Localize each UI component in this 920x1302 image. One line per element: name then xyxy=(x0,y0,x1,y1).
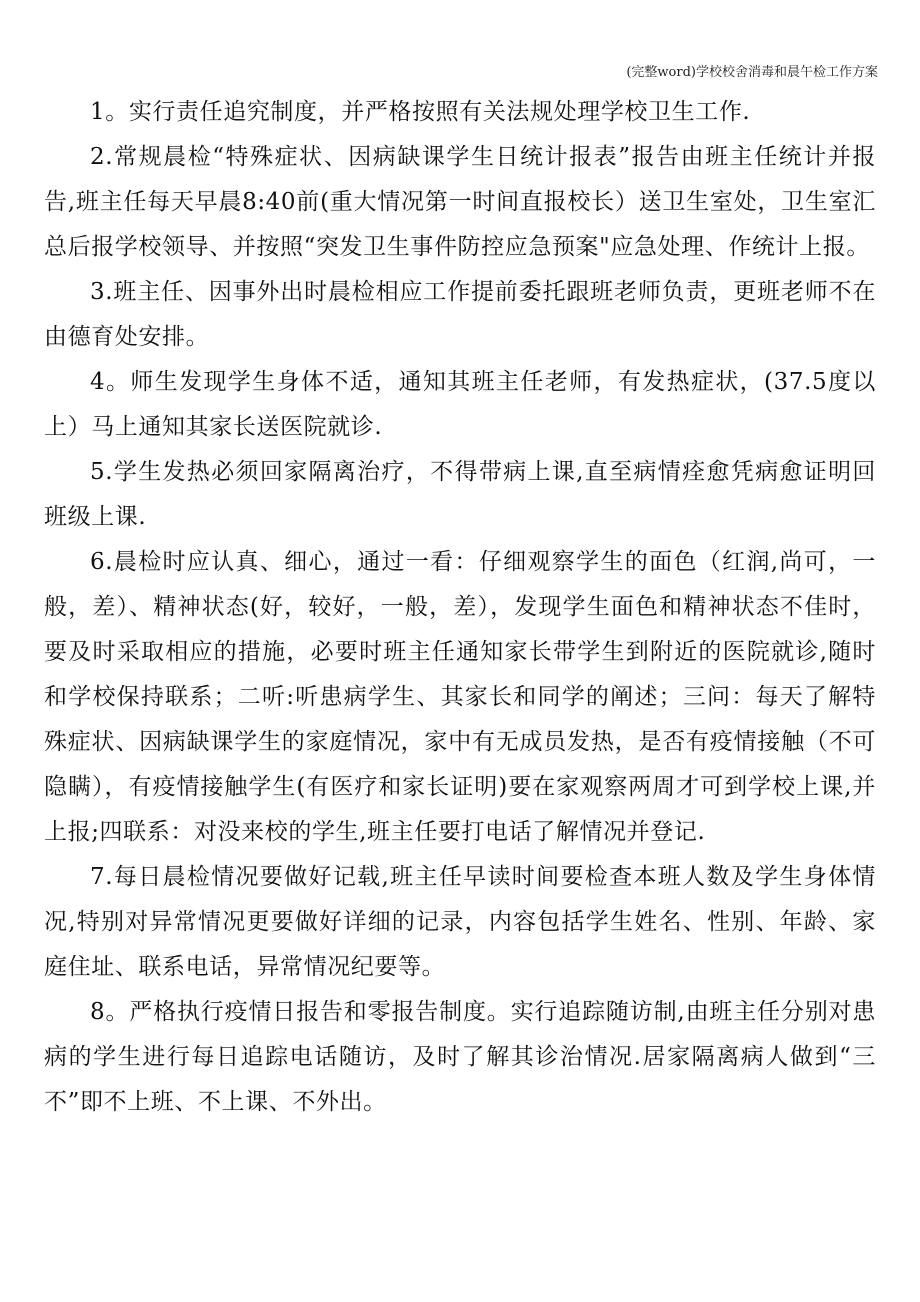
page-header: (完整word)学校校舍消毒和晨午检工作方案 xyxy=(626,65,878,80)
paragraph-6: 6.晨检时应认真、细心，通过一看：仔细观察学生的面色（红润,尚可，一般，差）、精神状态(好，较好，一般，差），发现学生面色和精神状态不佳时，要及时采取相应的措施，必要时班主任通知家长带学生到附近的医院就诊,随时和学校保持联系；二听:听患病学生、其家长和同学的阐述；三问：每天了解特殊症状、因病缺课学生的家庭情况，家中有无成员发热，是否有疫情接触（不可隐瞒），有疫情接触学生(有医疗和家长证明)要在家观察两周才可到学校上课,并上报;四联系：对没来校的学生,班主任要打电话了解情况并登记. xyxy=(44,549,876,845)
paragraph-5: 5.学生发热必须回家隔离治疗，不得带病上课,直至病情痊愈凭病愈证明回班级上课. xyxy=(44,459,876,530)
paragraph-8: 8。严格执行疫情日报告和零报告制度。实行追踪随访制,由班主任分别对患病的学生进行每日追踪电话随访，及时了解其诊治情况.居家隔离病人做到“三不”即不上班、不上课、不外出。 xyxy=(44,999,876,1115)
paragraph-3: 3.班主任、因事外出时晨检相应工作提前委托跟班老师负责，更班老师不在由德育处安排。 xyxy=(44,279,876,350)
document-body xyxy=(44,90,876,1125)
paragraph-2: 2.常规晨检“特殊症状、因病缺课学生日统计报表”报告由班主任统计并报告,班主任每天早晨8:40前(重大情况第一时间直报校长）送卫生室处，卫生室汇总后报学校领导、并按照“突发卫生事件防控应急预案"应急处理、作统计上报。 xyxy=(44,144,876,260)
paragraph-1: 1。实行责任追究制度，并严格按照有关法规处理学校卫生工作. xyxy=(90,99,751,125)
paragraph-4: 4。师生发现学生身体不适，通知其班主任老师，有发热症状，(37.5度以上）马上通知其家长送医院就诊. xyxy=(44,369,876,440)
paragraph-7: 7.每日晨检情况要做好记载,班主任早读时间要检查本班人数及学生身体情况,特别对异常情况更要做好详细的记录，内容包括学生姓名、性别、年龄、家庭住址、联系电话，异常情况纪要等。 xyxy=(44,864,876,980)
